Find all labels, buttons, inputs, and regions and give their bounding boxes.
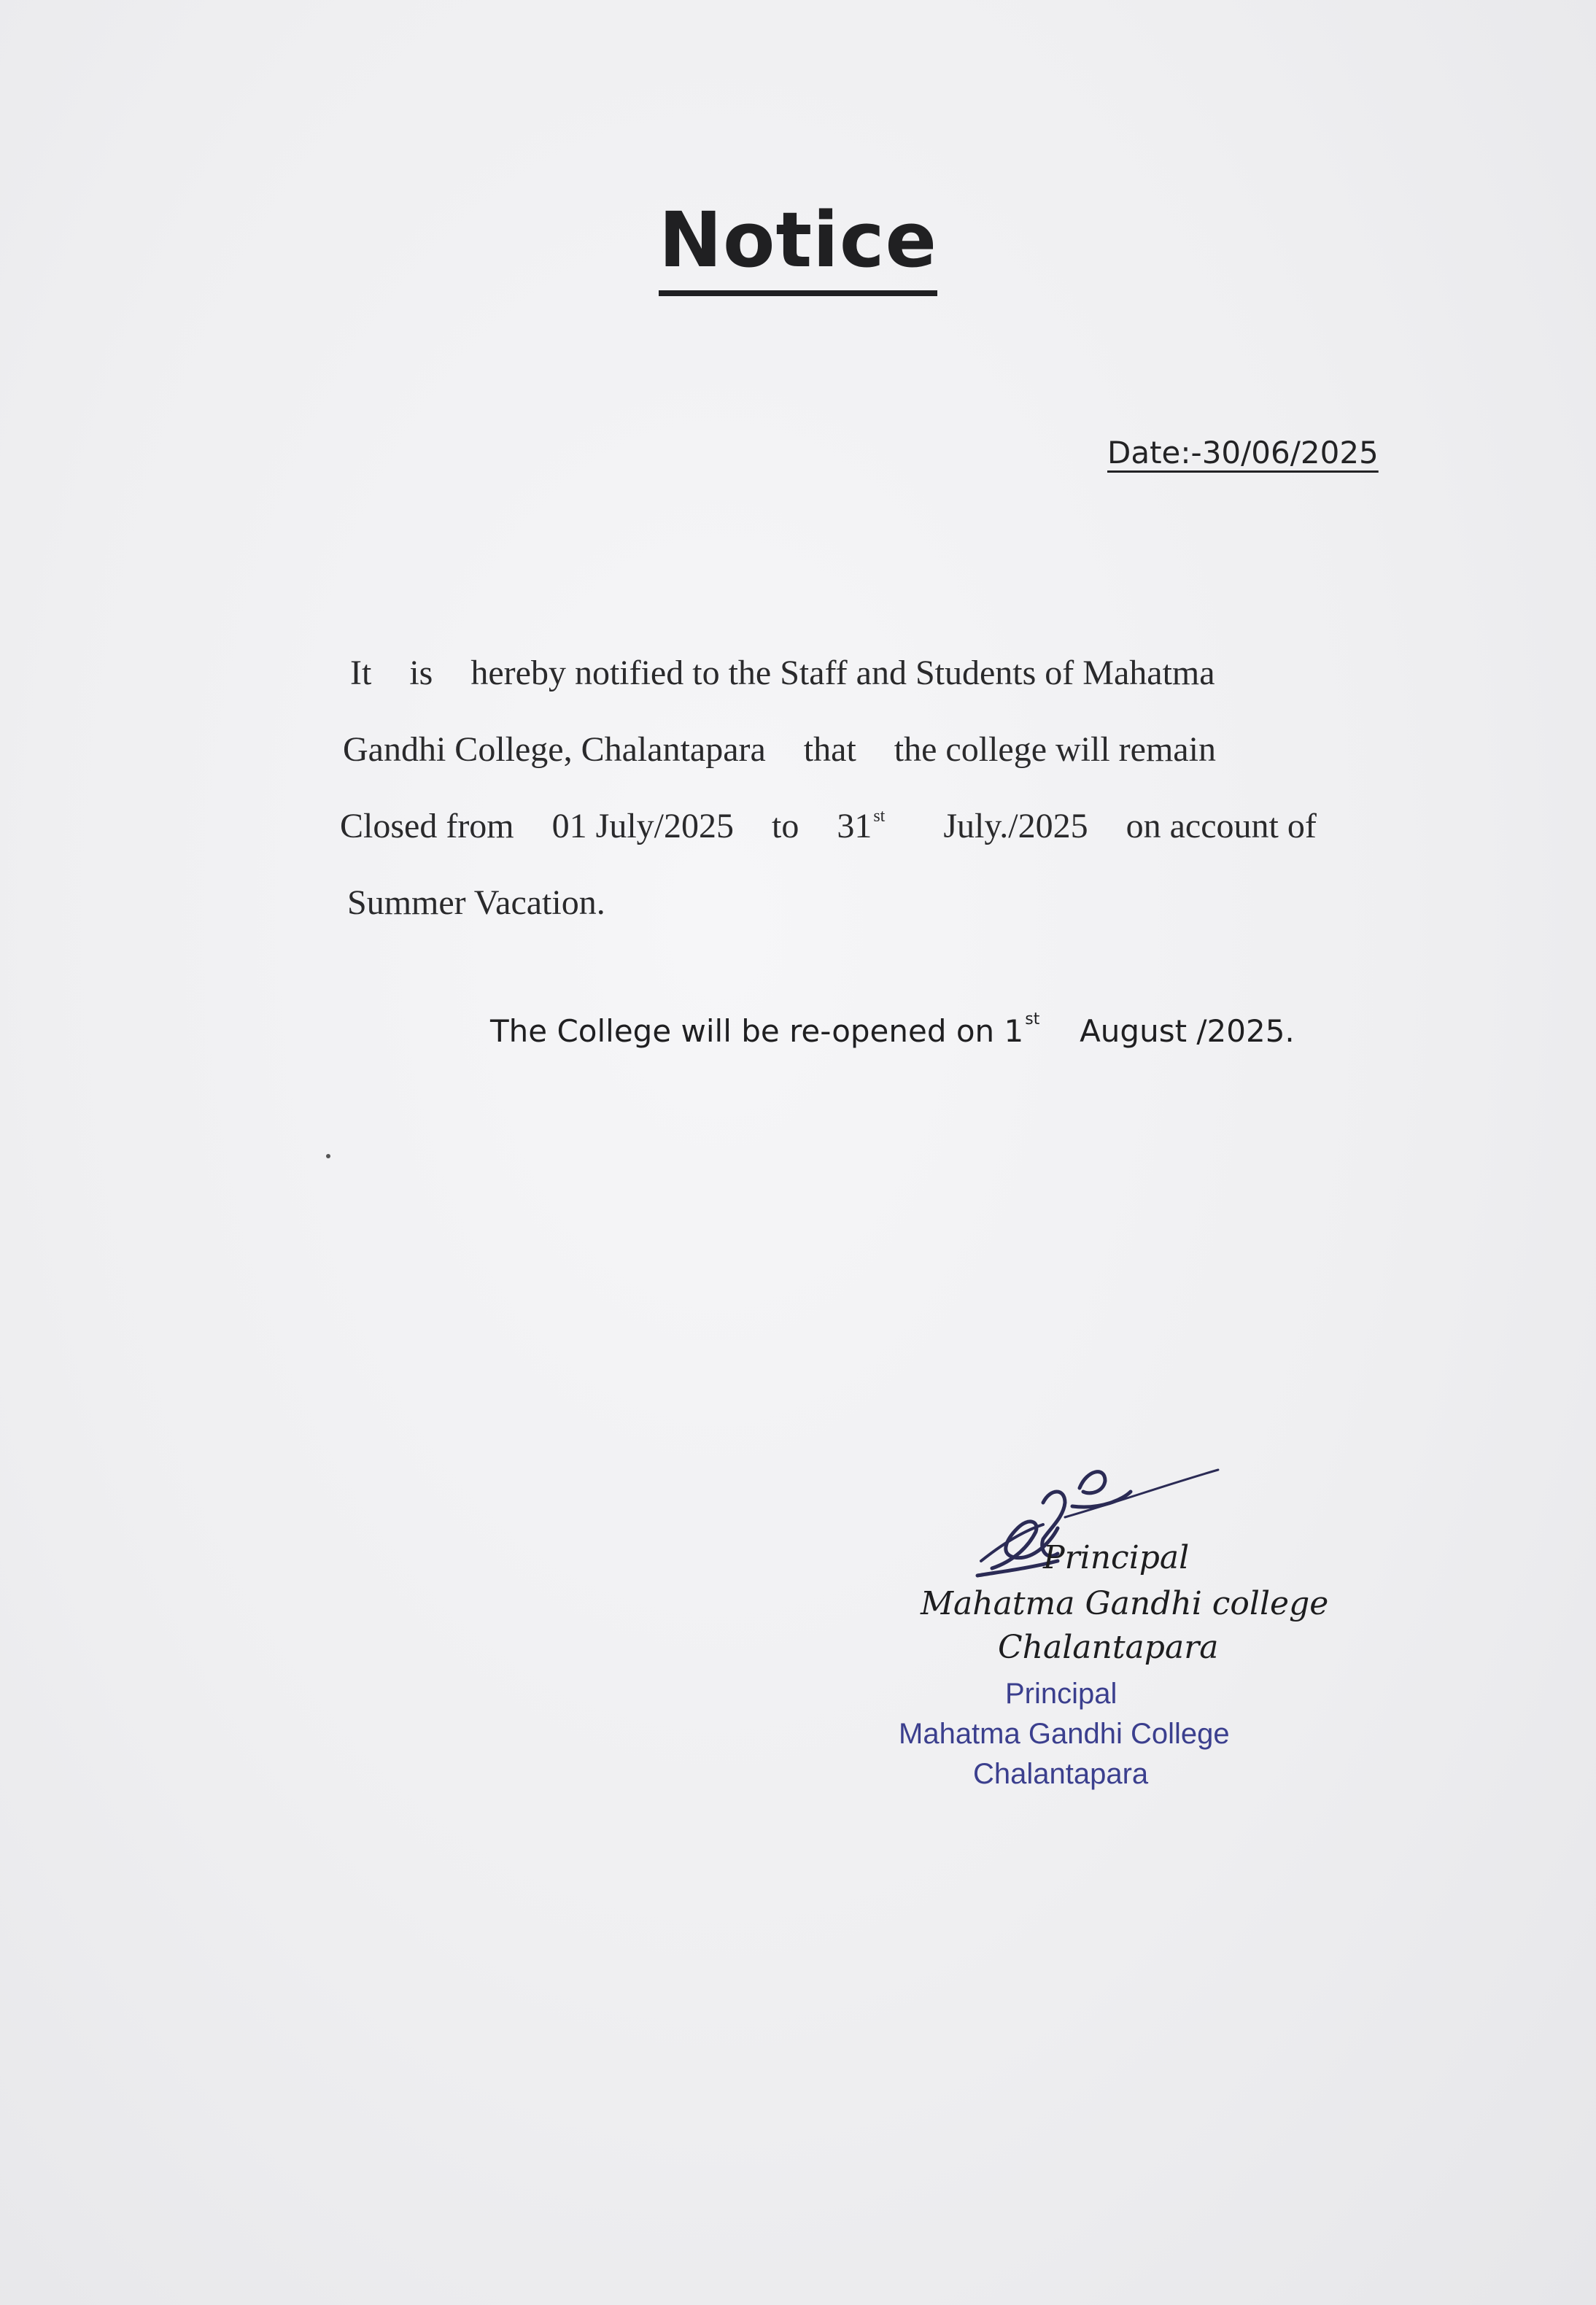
body-line-1-word-1: It xyxy=(350,654,372,692)
body-line-3-part-b: 01 July/2025 xyxy=(551,807,734,845)
body-line-3-part-c: to xyxy=(772,807,799,845)
body-line-3-part-e: July./2025 xyxy=(943,807,1088,845)
body-line-1-word-2: is xyxy=(409,654,433,692)
signatory-college: Mahatma Gandhi college xyxy=(921,1585,1329,1622)
reopen-superscript: st xyxy=(1025,1010,1040,1028)
body-line-3-superscript: st xyxy=(873,807,886,826)
notice-title xyxy=(0,195,1596,296)
stamp-line-2: Mahatma Gandhi College xyxy=(899,1718,1230,1750)
stamp-line-1: Principal xyxy=(1005,1678,1117,1710)
body-line-1-rest: hereby notified to the Staff and Students of Mahatma xyxy=(470,654,1215,692)
reopen-text-after: August /2025. xyxy=(1080,1013,1295,1049)
notice-date: Date:-30/06/2025 xyxy=(1107,435,1379,470)
body-line-3-part-d: 31 xyxy=(837,807,872,845)
body-line-2 xyxy=(343,729,1216,770)
body-line-2-part-c: the college will remain xyxy=(894,730,1216,769)
notice-title-text: Notice xyxy=(659,195,937,296)
reopen-statement xyxy=(490,1010,1295,1049)
body-line-4: Summer Vacation. xyxy=(347,883,605,922)
body-line-3-part-f: on account of xyxy=(1126,807,1317,845)
stamp-line-3: Chalantapara xyxy=(973,1758,1149,1790)
body-line-2-part-a: Gandhi College, Chalantapara xyxy=(343,730,766,769)
signatory-place: Chalantapara xyxy=(998,1629,1219,1666)
paper-speck xyxy=(326,1154,330,1158)
body-line-3-part-a: Closed from xyxy=(340,807,514,845)
signatory-title: Principal xyxy=(1043,1539,1190,1576)
body-line-3 xyxy=(340,806,1317,846)
body-line-2-part-b: that xyxy=(803,730,856,769)
body-line-1 xyxy=(350,653,1215,693)
reopen-text-before: The College will be re-opened on 1 xyxy=(490,1013,1024,1049)
